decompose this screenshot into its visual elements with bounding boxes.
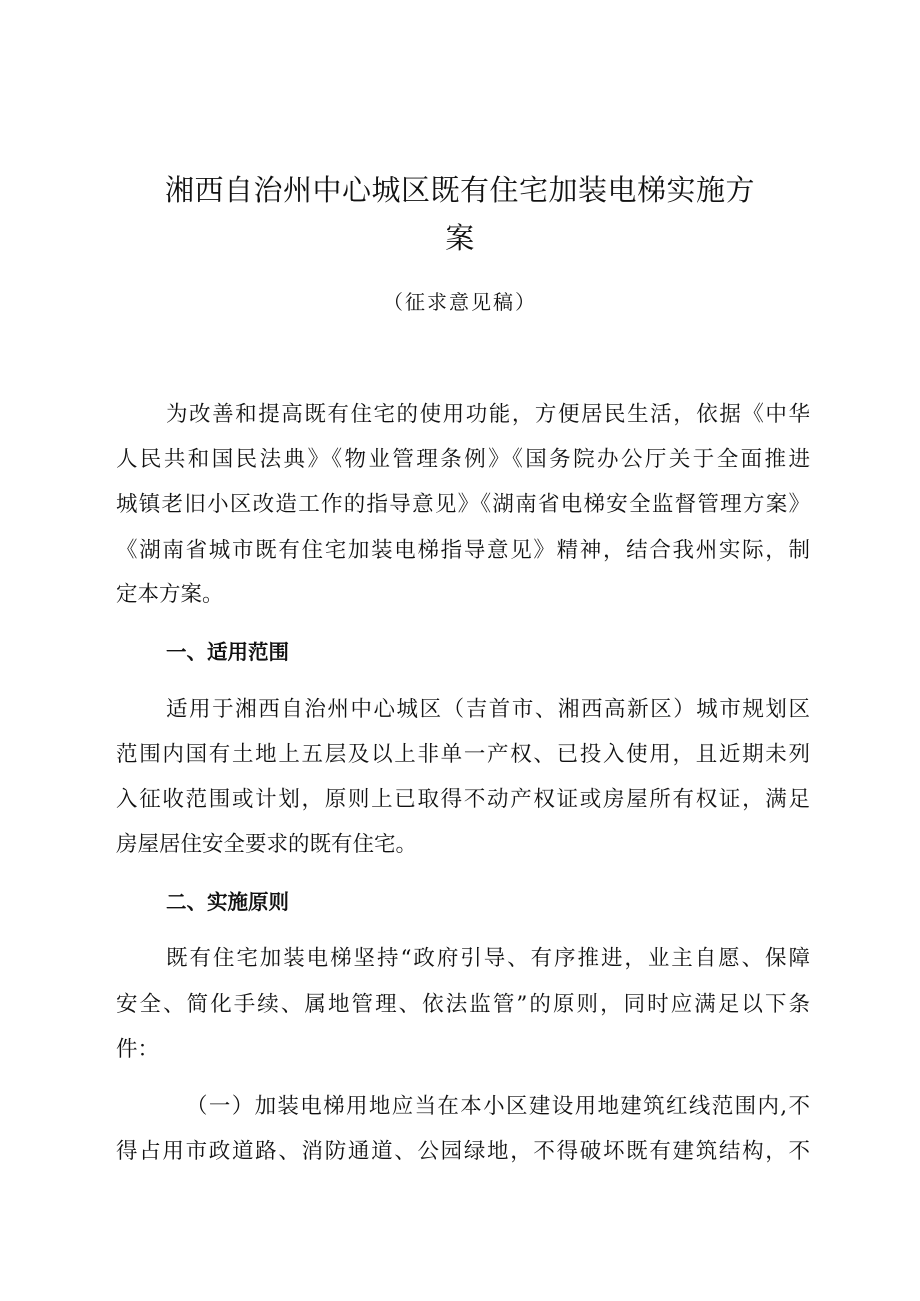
document-title-line1: 湘西自治州中心城区既有住宅加装电梯实施方 bbox=[164, 173, 755, 207]
section2-line-2: 安全、简化手续、属地管理、依法监管”的原则，同时应满足以下条 bbox=[116, 992, 810, 1017]
document-subtitle: （征求意见稿） bbox=[383, 290, 537, 314]
section2-line-3: 件： bbox=[116, 1037, 160, 1062]
intro-line-5: 定本方案。 bbox=[116, 582, 224, 607]
intro-line-1: 为改善和提高既有住宅的使用功能，方便居民生活，依据《中华 bbox=[166, 402, 810, 427]
document-title-line2: 案 bbox=[445, 221, 475, 255]
section2-heading: 二、实施原则 bbox=[166, 890, 289, 914]
section2-line-1: 既有住宅加装电梯坚持“政府引导、有序推进，业主自愿、保障 bbox=[166, 946, 810, 971]
section1-line-4: 房屋居住安全要求的既有住宅。 bbox=[116, 832, 418, 857]
section1-line-1: 适用于湘西自治州中心城区（吉首市、湘西高新区）城市规划区 bbox=[166, 697, 810, 722]
item1-line-2: 得占用市政道路、消防通道、公园绿地，不得破坏既有建筑结构，不 bbox=[116, 1139, 810, 1164]
item1-line-1: （一）加装电梯用地应当在本小区建设用地建筑红线范围内,不 bbox=[186, 1094, 810, 1119]
section1-heading: 一、适用范围 bbox=[166, 640, 289, 664]
intro-line-2: 人民共和国民法典》《物业管理条例》《国务院办公厅关于全面推进 bbox=[116, 447, 810, 472]
intro-line-4: 《湖南省城市既有住宅加装电梯指导意见》精神，结合我州实际，制 bbox=[116, 538, 810, 563]
intro-line-3: 城镇老旧小区改造工作的指导意见》《湖南省电梯安全监督管理方案》 bbox=[116, 492, 810, 517]
section1-line-2: 范围内国有土地上五层及以上非单一产权、已投入使用，且近期未列 bbox=[116, 742, 810, 767]
section1-line-3: 入征收范围或计划，原则上已取得不动产权证或房屋所有权证，满足 bbox=[116, 787, 810, 812]
